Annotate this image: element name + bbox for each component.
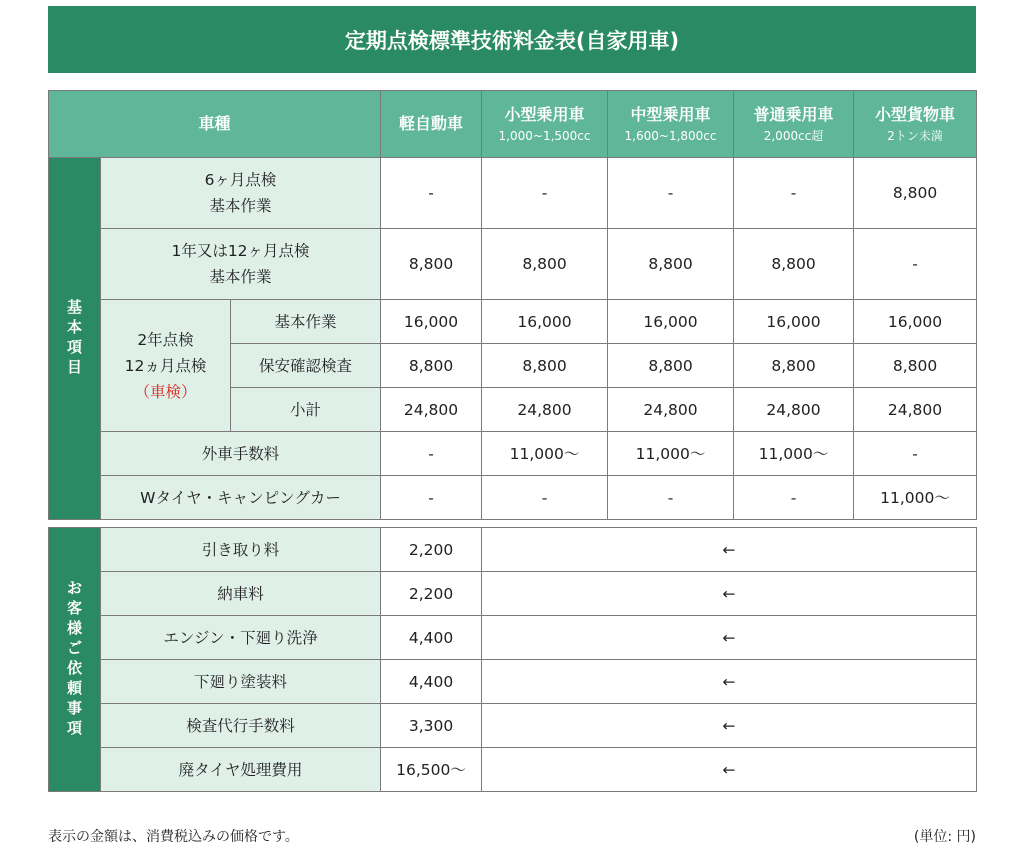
header-col-sub: 1,000~1,500cc xyxy=(498,129,591,143)
table-row xyxy=(49,704,977,748)
price-cell: 16,000 xyxy=(608,300,734,344)
price-cell: 24,800 xyxy=(854,388,977,432)
table-row xyxy=(49,528,977,572)
header-col-name: 軽自動車 xyxy=(399,114,464,133)
price-cell: - xyxy=(482,476,608,520)
price-cell: - xyxy=(608,476,734,520)
table-row xyxy=(49,748,977,792)
row-label-line: 6ヶ月点検 xyxy=(204,171,277,189)
row-label: 保安確認検査 xyxy=(231,344,381,388)
tax-note: 表示の金額は、消費税込みの価格です。 xyxy=(48,829,299,845)
price-cell: 8,800 xyxy=(381,229,482,300)
price-cell: 16,000 xyxy=(854,300,977,344)
header-col-name: 普通乗用車 xyxy=(753,105,834,124)
price-cell: 16,000 xyxy=(381,300,482,344)
same-arrow: ← xyxy=(482,528,977,572)
price-cell: - xyxy=(734,158,854,229)
unit-note: (単位: 円) xyxy=(913,829,976,845)
price-cell: - xyxy=(482,158,608,229)
separator-cell xyxy=(49,520,977,528)
header-col-name: 小型貨物車 xyxy=(875,105,956,124)
price-cell: 2,200 xyxy=(381,572,482,616)
price-cell: 16,000 xyxy=(482,300,608,344)
price-cell: - xyxy=(854,229,977,300)
table-row xyxy=(49,158,977,229)
price-cell: 8,800 xyxy=(608,229,734,300)
table-row xyxy=(49,300,977,344)
header-col-small xyxy=(482,91,608,158)
row-label xyxy=(101,229,381,300)
price-cell: 4,400 xyxy=(381,660,482,704)
table-row xyxy=(49,229,977,300)
header-col-mid xyxy=(608,91,734,158)
price-cell: 11,000～ xyxy=(734,432,854,476)
row-label xyxy=(101,158,381,229)
header-row xyxy=(49,91,977,158)
table-row xyxy=(49,476,977,520)
price-cell: - xyxy=(381,476,482,520)
row-label: 下廻り塗装料 xyxy=(101,660,381,704)
price-cell: 4,400 xyxy=(381,616,482,660)
price-cell: 16,500～ xyxy=(381,748,482,792)
price-cell: 24,800 xyxy=(734,388,854,432)
row-label-line: 基本作業 xyxy=(209,197,272,215)
price-cell: - xyxy=(608,158,734,229)
basic-side-label xyxy=(49,158,101,520)
shaken-label: （車検） xyxy=(134,382,197,401)
row-label: 納車料 xyxy=(101,572,381,616)
price-cell: 24,800 xyxy=(482,388,608,432)
same-arrow: ← xyxy=(482,704,977,748)
price-cell: - xyxy=(381,432,482,476)
row-label-line: 1年又は12ヶ月点検 xyxy=(171,242,310,260)
header-col-sub: 2,000cc超 xyxy=(763,129,824,143)
table-row xyxy=(49,432,977,476)
header-vehicle-type: 車種 xyxy=(49,91,381,158)
price-cell: 8,800 xyxy=(608,344,734,388)
page-title: 定期点検標準技術料金表(自家用車) xyxy=(48,6,976,73)
table-row xyxy=(49,660,977,704)
price-cell: 8,800 xyxy=(482,344,608,388)
header-col-sub: 1,600~1,800cc xyxy=(624,129,717,143)
header-col-normal xyxy=(734,91,854,158)
header-col-name: 小型乗用車 xyxy=(504,105,585,124)
row-label: 引き取り料 xyxy=(101,528,381,572)
row-label: 外車手数料 xyxy=(101,432,381,476)
row-label: 基本作業 xyxy=(231,300,381,344)
price-cell: 2,200 xyxy=(381,528,482,572)
side-label-text: 基本項目 xyxy=(66,298,82,376)
row-label: Wタイヤ・キャンピングカー xyxy=(101,476,381,520)
price-cell: 8,800 xyxy=(734,229,854,300)
price-cell: 11,000～ xyxy=(608,432,734,476)
price-cell: - xyxy=(381,158,482,229)
price-cell: 8,800 xyxy=(854,344,977,388)
header-col-kei xyxy=(381,91,482,158)
same-arrow: ← xyxy=(482,748,977,792)
customer-side-label xyxy=(49,528,101,792)
header-col-truck xyxy=(854,91,977,158)
row-label: エンジン・下廻り洗浄 xyxy=(101,616,381,660)
price-table xyxy=(48,90,977,792)
same-arrow: ← xyxy=(482,616,977,660)
header-col-sub: 2トン未満 xyxy=(887,129,943,143)
price-cell: 8,800 xyxy=(734,344,854,388)
price-cell: 24,800 xyxy=(608,388,734,432)
row-label-line: 基本作業 xyxy=(209,268,272,286)
side-label-text: お客様ご依頼事項 xyxy=(66,579,82,737)
price-cell: 16,000 xyxy=(734,300,854,344)
price-cell: 11,000～ xyxy=(854,476,977,520)
price-cell: - xyxy=(854,432,977,476)
price-cell: 3,300 xyxy=(381,704,482,748)
row-label-line: 2年点検 xyxy=(137,330,194,349)
row-label: 廃タイヤ処理費用 xyxy=(101,748,381,792)
same-arrow: ← xyxy=(482,572,977,616)
price-cell: 8,800 xyxy=(381,344,482,388)
price-cell: 8,800 xyxy=(854,158,977,229)
two-year-label xyxy=(101,300,231,432)
price-cell: - xyxy=(734,476,854,520)
row-label: 検査代行手数料 xyxy=(101,704,381,748)
price-cell: 8,800 xyxy=(482,229,608,300)
section-separator xyxy=(49,520,977,528)
header-col-name: 中型乗用車 xyxy=(630,105,711,124)
price-cell: 11,000～ xyxy=(482,432,608,476)
same-arrow: ← xyxy=(482,660,977,704)
table-row xyxy=(49,572,977,616)
row-label-line: 12ヵ月点検 xyxy=(124,356,207,375)
row-label: 小計 xyxy=(231,388,381,432)
table-row xyxy=(49,616,977,660)
price-cell: 24,800 xyxy=(381,388,482,432)
